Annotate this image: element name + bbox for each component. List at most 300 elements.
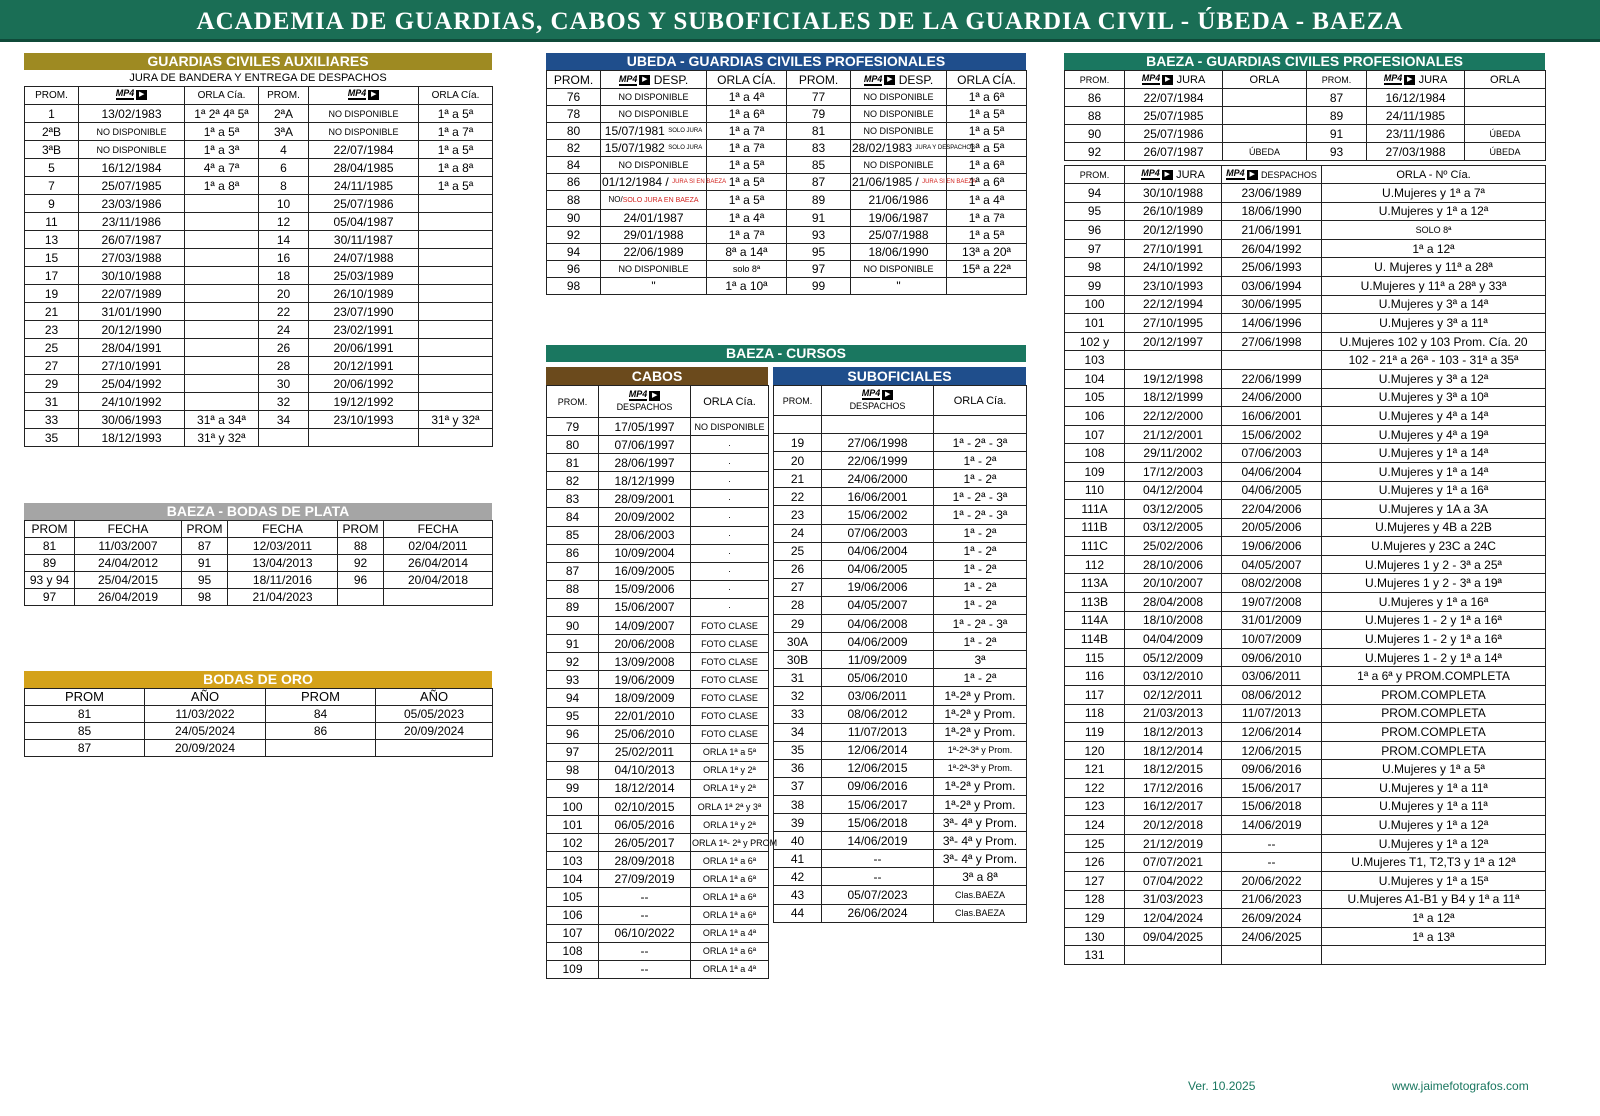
table-cell <box>419 231 493 249</box>
col-despachos <box>822 386 934 416</box>
table-cell: 22/07/1984 <box>309 141 419 159</box>
table-cell: 1ª a 4ª <box>947 191 1027 210</box>
table-cell: Clas.BAEZA <box>934 904 1027 922</box>
table-cell: 88 <box>547 191 601 210</box>
table-cell: 1ª a 5ª <box>185 123 259 141</box>
table-cell: U.Mujeres y 1ª a 12ª <box>1322 834 1546 853</box>
table-cell: 15/06/2002 <box>822 506 934 524</box>
table-row <box>547 960 769 978</box>
table-cell <box>376 740 493 757</box>
version-label: Ver. 10.2025 <box>1188 1079 1256 1093</box>
table-row <box>774 542 1027 560</box>
table-row <box>1065 500 1546 519</box>
table-cell: 88 <box>338 538 384 555</box>
table-row <box>1065 462 1546 481</box>
table-cell: 31ª y 32ª <box>185 429 259 447</box>
table-cell: 23/10/1993 <box>309 411 419 429</box>
table-cell: 109 <box>547 960 599 978</box>
table-cell: U.Mujeres y 1ª a 5ª <box>1322 760 1546 779</box>
table-cell: 20/06/1992 <box>309 375 419 393</box>
table-cell: 24/10/1992 <box>1125 258 1222 277</box>
col-desp <box>601 71 707 89</box>
table-row <box>774 452 1027 470</box>
table-cell: 25 <box>25 339 79 357</box>
table-cell: 91 <box>1307 125 1367 143</box>
table-cell: 14/06/2019 <box>1222 816 1322 835</box>
table-cell: ÚBEDA <box>1223 143 1307 161</box>
table-cell: 98 <box>547 278 601 295</box>
table-row <box>1065 630 1546 649</box>
table-cell: 04/06/2004 <box>822 542 934 560</box>
table-cell: 02/04/2011 <box>384 538 493 555</box>
table-cell: 28/04/1991 <box>79 339 185 357</box>
table-cell: 1ª-2ª-3ª y Prom. <box>934 741 1027 759</box>
play-icon: ▶ <box>1247 170 1258 180</box>
table-cell: 86 <box>547 544 599 562</box>
table-cell: 106 <box>1065 407 1125 426</box>
table-cell: 20/12/1990 <box>79 321 185 339</box>
table-cell: 4 <box>259 141 309 159</box>
table-cell: 05/05/2023 <box>376 706 493 723</box>
table-row <box>547 244 1027 261</box>
table-cell: -- <box>599 960 691 978</box>
table-row <box>1065 723 1546 742</box>
table-cell: -- <box>599 888 691 906</box>
table-cell: 31/03/2023 <box>1125 890 1222 909</box>
table-cell: 15/06/2018 <box>822 814 934 832</box>
col-prom: PROM. <box>787 71 851 89</box>
website-link[interactable]: www.jaimefotografos.com <box>1392 1079 1529 1093</box>
table-cell: 08/06/2012 <box>822 705 934 723</box>
table-cell <box>419 195 493 213</box>
table-cell: 40 <box>774 832 822 850</box>
table-cell: 18/12/2015 <box>1125 760 1222 779</box>
table-cell: 03/12/2005 <box>1125 500 1222 519</box>
table-cell: 1ª a 5ª <box>947 123 1027 140</box>
table-cell: 03/06/2011 <box>1222 667 1322 686</box>
table-row <box>1065 202 1546 221</box>
table-cell: 83 <box>787 140 851 157</box>
table-row <box>547 671 769 689</box>
table-cell: 43 <box>774 886 822 904</box>
table-cell: 23/11/1986 <box>79 213 185 231</box>
table-cell: 30/10/1988 <box>1125 184 1222 203</box>
header-row <box>25 689 493 706</box>
table-cell: ORLA 1ª a 6ª <box>691 906 769 924</box>
oro-section <box>24 671 492 757</box>
table-cell: PROM <box>25 689 145 706</box>
table-cell: solo 8ª <box>707 261 787 278</box>
note-label: JURA Y DESPACHOS <box>915 145 976 152</box>
table-cell: U.Mujeres y 1ª a 12ª <box>1322 816 1546 835</box>
note-label: SOLO JURA <box>668 145 703 152</box>
table-cell: 21/12/2001 <box>1125 425 1222 444</box>
table-cell: SOLO 8ª <box>1322 221 1546 240</box>
table-cell: 20/09/2024 <box>376 723 493 740</box>
table-cell: 3ª- 4ª y Prom. <box>934 850 1027 868</box>
note-label: SOLO JURA <box>668 128 703 135</box>
table-row <box>1065 444 1546 463</box>
table-cell: 1ª a 4ª <box>707 210 787 227</box>
table-row <box>1065 946 1546 965</box>
table-cell: 20/09/2024 <box>145 740 266 757</box>
table-cell: 85 <box>25 723 145 740</box>
table-cell: 8ª a 14ª <box>707 244 787 261</box>
table-row <box>774 832 1027 850</box>
table-cell: 1ª-2ª y Prom. <box>934 687 1027 705</box>
table-row <box>774 687 1027 705</box>
table-cell: U.Mujeres y 1ª a 11ª <box>1322 779 1546 798</box>
table-cell: 25/06/1993 <box>1222 258 1322 277</box>
table-row <box>25 249 493 267</box>
table-cell: 12/06/2015 <box>1222 741 1322 760</box>
play-icon: ▶ <box>884 75 895 85</box>
table-cell: 27/03/1988 <box>79 249 185 267</box>
table-cell <box>185 339 259 357</box>
table-cell: 122 <box>1065 779 1125 798</box>
table-cell: 10/09/2004 <box>599 544 691 562</box>
subof-section <box>773 367 1026 923</box>
table-cell: 81 <box>25 706 145 723</box>
table-cell: 07/06/2003 <box>1222 444 1322 463</box>
table-row <box>25 213 493 231</box>
table-row <box>547 227 1027 244</box>
table-cell: 79 <box>547 418 599 436</box>
table-cell: 27/10/1991 <box>1125 239 1222 258</box>
table-cell <box>774 416 822 434</box>
ubeda-section <box>546 53 1026 295</box>
table-cell: 23 <box>25 321 79 339</box>
table-cell: 28 <box>774 596 822 614</box>
table-row <box>1065 779 1546 798</box>
table-cell: 86 <box>266 723 376 740</box>
play-icon: ▶ <box>1162 75 1173 85</box>
table-row <box>25 555 493 572</box>
table-cell: 95 <box>1065 202 1125 221</box>
table-cell: 29/11/2002 <box>1125 444 1222 463</box>
table-row <box>774 560 1027 578</box>
table-row <box>1065 388 1546 407</box>
table-row <box>547 888 769 906</box>
table-row <box>25 105 493 123</box>
table-cell: 15/07/1981 SOLO JURA <box>601 123 707 140</box>
table-row <box>1065 611 1546 630</box>
table-cell: 91 <box>182 555 228 572</box>
table-row <box>547 508 769 526</box>
table-cell: 94 <box>547 689 599 707</box>
table-cell: 11/07/2013 <box>822 723 934 741</box>
mp4-icon: MP4 <box>628 389 648 400</box>
subof-header-row <box>774 386 1027 416</box>
col-jura <box>1125 71 1223 89</box>
table-cell: U.Mujeres y 1ª a 7ª <box>1322 184 1546 203</box>
ubeda-title: UBEDA - GUARDIAS CIVILES PROFESIONALES <box>546 53 1026 70</box>
col-prom: PROM. <box>774 386 822 416</box>
table-cell: 1ª a 7ª <box>947 210 1027 227</box>
table-cell: 28/09/2001 <box>599 490 691 508</box>
table-cell: 26/10/1989 <box>309 285 419 303</box>
table-cell <box>1222 351 1322 370</box>
table-cell: 88 <box>547 580 599 598</box>
table-cell: 29/01/1988 <box>601 227 707 244</box>
table-cell: 20/10/2007 <box>1125 574 1222 593</box>
table-cell: PROM.COMPLETA <box>1322 686 1546 705</box>
table-row <box>547 544 769 562</box>
table-cell: 26 <box>774 560 822 578</box>
cabos-section <box>546 367 778 979</box>
table-cell: 23/10/1993 <box>1125 276 1222 295</box>
table-row <box>1065 593 1546 612</box>
table-row <box>547 743 769 761</box>
table-cell <box>259 429 309 447</box>
table-row <box>547 617 769 635</box>
table-cell: NO DISPONIBLE <box>851 106 947 123</box>
table-cell: 26/04/2014 <box>384 555 493 572</box>
table-cell: 26/07/1987 <box>1125 143 1223 161</box>
table-cell: 30/10/1988 <box>79 267 185 285</box>
table-row <box>774 886 1027 904</box>
table-cell: 1ª - 2ª - 3ª <box>934 434 1027 452</box>
mp4-icon: MP4 <box>1226 168 1245 179</box>
table-row <box>547 816 769 834</box>
table-cell: 18/12/1993 <box>79 429 185 447</box>
table-cell: 32 <box>259 393 309 411</box>
table-cell: 15ª a 22ª <box>947 261 1027 278</box>
table-row <box>25 231 493 249</box>
col-prom: PROM. <box>259 87 309 105</box>
table-row <box>547 140 1027 157</box>
table-row <box>774 596 1027 614</box>
table-cell: ORLA 1ª y 2ª <box>691 816 769 834</box>
table-cell: 19/06/2006 <box>822 578 934 596</box>
table-cell: 1ª - 2ª <box>934 542 1027 560</box>
table-cell: U.Mujeres 1 - 2 y 1ª a 16ª <box>1322 630 1546 649</box>
plata-table <box>24 520 493 606</box>
table-cell: FOTO CLASE <box>691 635 769 653</box>
table-cell: 131 <box>1065 946 1125 965</box>
table-cell: 1ª a 5ª <box>947 140 1027 157</box>
table-cell: 04/10/2013 <box>599 761 691 779</box>
table-cell: 04/05/2007 <box>822 596 934 614</box>
table-cell: 3ª- 4ª y Prom. <box>934 814 1027 832</box>
table-cell: 1ª a 8ª <box>419 159 493 177</box>
table-row <box>774 488 1027 506</box>
table-row <box>547 725 769 743</box>
table-cell <box>419 285 493 303</box>
table-cell: 25/07/1985 <box>1125 107 1223 125</box>
table-cell: U.Mujeres y 23C a 24C <box>1322 537 1546 556</box>
table-row <box>547 761 769 779</box>
table-cell: · <box>691 490 769 508</box>
table-cell <box>419 429 493 447</box>
table-cell: 16/09/2005 <box>599 562 691 580</box>
table-row <box>1065 890 1546 909</box>
table-cell: PROM.COMPLETA <box>1322 723 1546 742</box>
table-cell: 20/12/1997 <box>1125 332 1222 351</box>
table-cell: 1ª - 2ª - 3ª <box>934 488 1027 506</box>
table-cell: 97 <box>547 743 599 761</box>
table-cell: 81 <box>25 538 75 555</box>
table-row <box>25 141 493 159</box>
table-cell: ORLA 1ª a 6ª <box>691 942 769 960</box>
table-cell: 18/11/2016 <box>228 572 338 589</box>
table-cell: 27/03/1988 <box>1367 143 1465 161</box>
table-cell: 04/12/2004 <box>1125 481 1222 500</box>
table-cell: 22/04/2006 <box>1222 500 1322 519</box>
table-cell: 20/06/2008 <box>599 635 691 653</box>
table-cell: NO DISPONIBLE <box>691 418 769 436</box>
table-row <box>1065 125 1546 143</box>
table-cell: NO DISPONIBLE <box>601 261 707 278</box>
table-cell: 07/07/2021 <box>1125 853 1222 872</box>
table-cell: 19/12/1998 <box>1125 369 1222 388</box>
table-cell: 20/12/2018 <box>1125 816 1222 835</box>
table-cell: 11/03/2022 <box>145 706 266 723</box>
table-cell: 31 <box>25 393 79 411</box>
table-cell: 17 <box>25 267 79 285</box>
table-row <box>1065 537 1546 556</box>
table-cell: 86 <box>547 174 601 191</box>
table-cell: 31/01/2009 <box>1222 611 1322 630</box>
table-row <box>547 906 769 924</box>
table-cell: 26/04/2019 <box>75 589 182 606</box>
table-row <box>1065 909 1546 928</box>
table-cell: 05/06/2010 <box>822 669 934 687</box>
table-cell: U.Mujeres y 1ª a 16ª <box>1322 481 1546 500</box>
jura-label: JURA <box>1176 74 1206 86</box>
table-row <box>774 434 1027 452</box>
table-cell: 95 <box>547 707 599 725</box>
table-cell: 19/07/2008 <box>1222 593 1322 612</box>
table-cell: 26 <box>259 339 309 357</box>
table-cell: 1ª a 7ª <box>707 140 787 157</box>
baeza-table <box>1064 165 1546 965</box>
table-cell: 106 <box>547 906 599 924</box>
table-cell: 26/05/2017 <box>599 834 691 852</box>
table-cell: 25 <box>774 542 822 560</box>
table-row <box>774 814 1027 832</box>
table-cell: 1ª - 2ª - 3ª <box>934 506 1027 524</box>
table-row <box>774 615 1027 633</box>
table-cell: 31ª y 32ª <box>419 411 493 429</box>
table-row <box>774 506 1027 524</box>
table-row <box>25 357 493 375</box>
table-cell: 98 <box>182 589 228 606</box>
table-cell: FOTO CLASE <box>691 707 769 725</box>
baeza-top-header-row <box>1065 71 1546 89</box>
table-cell: -- <box>822 850 934 868</box>
table-cell: 31/01/1990 <box>79 303 185 321</box>
col-orla: ORLA <box>1223 71 1307 89</box>
baeza-header-row <box>1065 166 1546 184</box>
table-cell: 33 <box>25 411 79 429</box>
table-cell <box>1223 125 1307 143</box>
table-cell: 113B <box>1065 593 1125 612</box>
table-cell: 12/06/2014 <box>1222 723 1322 742</box>
table-cell: 19 <box>25 285 79 303</box>
mp4-icon: MP4 <box>863 73 883 84</box>
table-row <box>1065 518 1546 537</box>
table-cell: 15/06/2017 <box>1222 779 1322 798</box>
table-cell: 1ª a 7ª <box>707 227 787 244</box>
table-cell: 39 <box>774 814 822 832</box>
baeza-section <box>1064 53 1545 965</box>
table-cell: U.Mujeres 1 y 2 - 3ª a 25ª <box>1322 555 1546 574</box>
table-cell: 34 <box>259 411 309 429</box>
table-cell: 30/06/1995 <box>1222 295 1322 314</box>
table-row <box>774 470 1027 488</box>
table-row <box>547 834 769 852</box>
table-cell: 44 <box>774 904 822 922</box>
table-cell: 1ª 2ª 4ª 5ª <box>185 105 259 123</box>
table-cell: 10 <box>259 195 309 213</box>
table-cell: 76 <box>547 89 601 106</box>
table-cell: 26/07/1987 <box>79 231 185 249</box>
table-row <box>547 261 1027 278</box>
table-cell: 1ª - 2ª <box>934 524 1027 542</box>
table-row <box>547 472 769 490</box>
table-cell <box>185 321 259 339</box>
table-cell: 11/09/2009 <box>822 651 934 669</box>
col-orla: ORLA CÍA. <box>707 71 787 89</box>
table-row <box>547 635 769 653</box>
table-cell: 127 <box>1065 871 1125 890</box>
table-cell: ORLA 1ª a 4ª <box>691 960 769 978</box>
table-cell <box>822 416 934 434</box>
table-cell: 26/09/2024 <box>1222 909 1322 928</box>
table-cell: 02/12/2011 <box>1125 686 1222 705</box>
table-cell: 87 <box>787 174 851 191</box>
table-row <box>547 689 769 707</box>
table-cell: 22/12/2000 <box>1125 407 1222 426</box>
table-cell: 1ª a 5ª <box>419 105 493 123</box>
table-cell: 1ª a 5ª <box>419 177 493 195</box>
table-cell: 78 <box>547 106 601 123</box>
table-cell: 24/06/2025 <box>1222 927 1322 946</box>
table-cell: 14/09/2007 <box>599 617 691 635</box>
table-row <box>1065 816 1546 835</box>
table-row <box>547 278 1027 295</box>
table-cell: 28 <box>259 357 309 375</box>
table-cell <box>419 357 493 375</box>
table-cell: 94 <box>547 244 601 261</box>
desp-label: DESP. <box>898 72 934 87</box>
table-cell: 05/07/2023 <box>822 886 934 904</box>
table-cell: PROM.COMPLETA <box>1322 704 1546 723</box>
note-label: JURA SI EN BAEZA <box>672 179 727 186</box>
table-cell: ORLA 1ª- 2ª y PROM <box>691 834 769 852</box>
table-row <box>25 572 493 589</box>
play-icon: ▶ <box>136 90 147 100</box>
table-cell: 09/04/2025 <box>1125 927 1222 946</box>
table-cell: 93 <box>1307 143 1367 161</box>
mp4-icon: MP4 <box>1383 73 1403 84</box>
table-cell: 19/12/1992 <box>309 393 419 411</box>
table-cell: 18/12/2014 <box>599 779 691 797</box>
table-cell: -- <box>599 942 691 960</box>
table-cell <box>419 339 493 357</box>
table-cell: 89 <box>787 191 851 210</box>
table-cell: 79 <box>787 106 851 123</box>
table-cell: 102 - 21ª a 26ª - 103 - 31ª a 35ª <box>1322 351 1546 370</box>
table-cell: 26/10/1989 <box>1125 202 1222 221</box>
table-cell: 24/06/2000 <box>822 470 934 488</box>
table-cell: 89 <box>25 555 75 572</box>
table-row <box>1065 425 1546 444</box>
table-cell: 108 <box>547 942 599 960</box>
table-cell: 126 <box>1065 853 1125 872</box>
table-row <box>774 705 1027 723</box>
